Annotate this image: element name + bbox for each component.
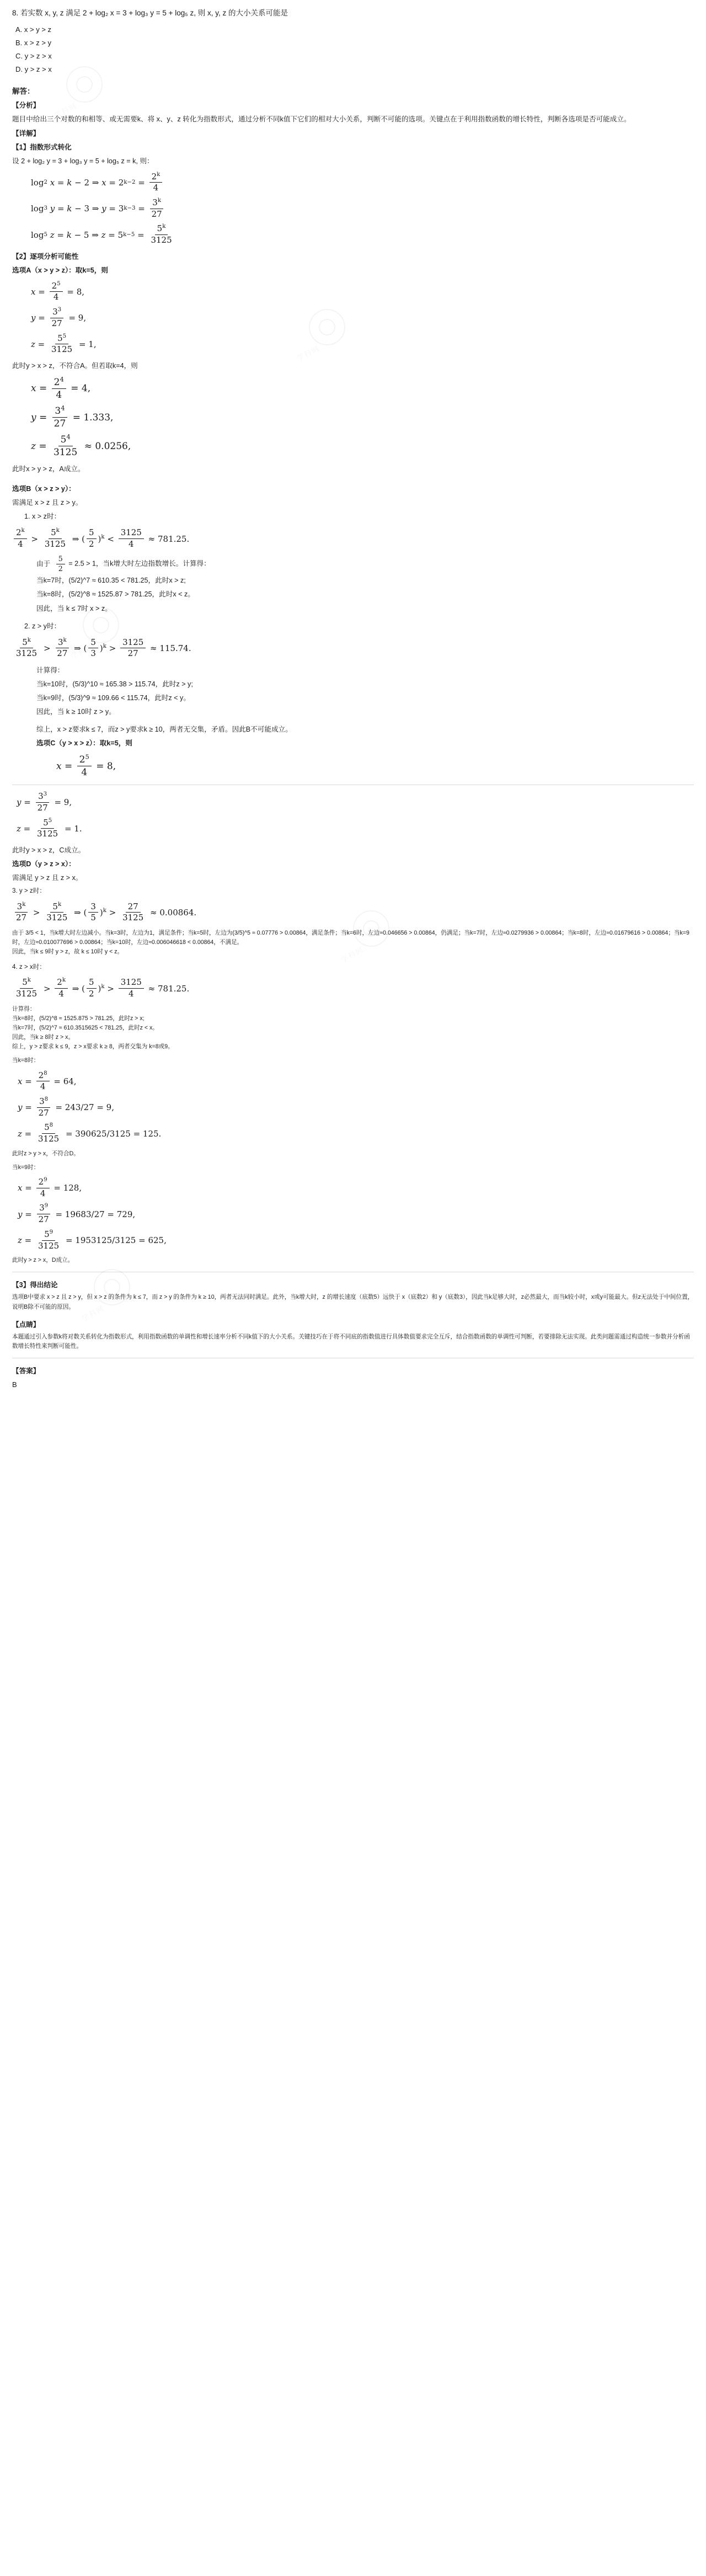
optionA2-eq-z: z = $\frac{5^4}{3125}$ ≈ 0.0256, [31, 433, 131, 458]
conclusion-heading: 【3】得出结论 [12, 1281, 58, 1289]
optionC-eq-z: z = $\frac{5^5}{3125}$ = 1. [17, 817, 82, 839]
option-a[interactable]: A. x > y > z [15, 25, 52, 34]
optionB-case2-l1: 计算得： [36, 666, 65, 674]
step2-heading: 【2】逐项分析可能性 [12, 252, 79, 260]
optionC-eq-x: x = $\frac{2^5}{4}$ = 8, [56, 753, 116, 778]
optionB-case2-l3: 当k=9时，(5/3)^9 ≈ 109.66 < 115.74，此时z < y。 [36, 694, 190, 702]
question-number: 8. [12, 9, 19, 17]
equation-x: log 2 x = k − 2 ⇒ x = 2 k−2 = $\frac{2^k}{4}$ [31, 172, 694, 193]
optionB-need: 需满足 x > z 且 z > y。 [12, 499, 83, 507]
step1-intro: 设 2 + log₂ y = 3 + log₃ y = 5 + log₅ z = k, 则： [12, 157, 154, 165]
optionA-equations [31, 281, 694, 355]
optionB-summary: 综上，x > z要求k ≤ 7，而z > y要求k ≥ 10，两者无交集，矛盾。因此B不可能成立。 [36, 726, 292, 734]
optionD-k8-note: 此时z > y > x，不符合D。 [12, 1150, 79, 1157]
optionD-k8-head: 当k=8时： [12, 1057, 40, 1064]
option-b[interactable]: B. x > z > y [15, 39, 52, 47]
analysis-heading: 【分析】 [12, 102, 40, 110]
optionD-k9-head: 当k=9时： [12, 1164, 40, 1171]
optionB-case2-head: 2. z > y时： [24, 622, 61, 630]
optionD-need: 需满足 y > z 且 z > x。 [12, 874, 83, 882]
step1-equations [31, 172, 694, 246]
question-options [13, 23, 694, 76]
equation-z: log 5 z = k − 5 ⇒ z = 5 k−5 = $\frac{5^k}{3125}$ [31, 223, 172, 246]
optionB-case1-l3: 当k=8时，(5/2)^8 ≈ 1525.87 > 781.25，此时x < z。 [36, 590, 195, 599]
optionD-k9-equations [18, 1177, 694, 1251]
optionB-case1-head: 1. x > z时： [24, 513, 61, 521]
optionD-case4-eq: $\frac{5^k}{3125}$ > $\frac{2^k}{4}$ ⇒ ( $\frac{5}{2}$ )$^k$ > $\frac{3125}{4}$ ≈ 781.25. [16, 977, 190, 999]
optionD-k9-eq-y: y = $\frac{3^9}{27}$ = 19683/27 = 729, [18, 1203, 136, 1225]
optionA-equations-2 [31, 377, 694, 458]
question-stem [12, 8, 694, 19]
optionD-case3-head: 3. y > z时： [12, 887, 46, 895]
optionD-k9-note: 此时y > z > x，D成立。 [12, 1257, 74, 1264]
optionD-case4-l3: 当k=7时，(5/2)^7 ≈ 610.3515625 < 781.25，此时z < x。 [12, 1025, 158, 1031]
step1-heading: 【1】指数形式转化 [12, 143, 72, 151]
optionC-note: 此时y > x > z，C成立。 [12, 846, 85, 854]
optionC-equations-rest [17, 792, 694, 839]
optionD-k8-equations [18, 1071, 694, 1144]
final-answer: B [12, 1380, 17, 1389]
optionA-title: 选项A（x > y > z）：取k=5，则 [12, 266, 108, 274]
answer-heading: 解答： [12, 87, 35, 96]
optionD-case4-l2: 当k=8时，(5/2)^8 ≈ 1525.875 > 781.25，此时z > x; [12, 1015, 145, 1022]
optionB-case2-eq: $\frac{5^k}{3125}$ > $\frac{3^k}{27}$ ⇒ ( $\frac{5}{3}$ )$^k$ > $\frac{3125}{27}$ ≈ 115.74. [16, 637, 191, 659]
optionC-eq-y: y = $\frac{3^3}{27}$ = 9, [17, 791, 72, 813]
question-text: 若实数 x, y, z 满足 2 + log₂ x = 3 + log₃ y = 5 + log₅ z, 则 x, y, z 的大小关系可能是 [20, 9, 288, 17]
optionD-title: 选项D（y > z > x）： [12, 860, 76, 868]
optionD-case3-l1: 由于 3/5 < 1，当k增大时左边减小。当k=3时，左边为1，满足条件；当k=5时，左边为(3/5)^5 ≈ 0.07776 > 0.00864，满足条件；当k=6时，左边≈0.046656 > 0.00864，仍满足；当k=7时，左边≈0.0279936 > 0.00864；当k=8时，左边≈0.01679616 > 0.00864；当k=9时，左边≈0.010077696 > 0.00864；当k=10时，左边≈0.006046618 < 0.00864，不满足。 [12, 930, 689, 946]
analysis-text: 题目中给出三个对数的和相等、或无需要k、将 x、y、z 转化为指数形式，通过分析不同k值下它们的相对大小关系，判断不可能的选项。关键点在于利用指数函数的增长特性，判断各选项是否可能成立。 [12, 115, 631, 124]
optionA-eq-y: y = $\frac{3^3}{27}$ = 9, [31, 307, 87, 328]
optionA-eq-x: x = $\frac{2^5}{4}$ = 8, [31, 280, 85, 302]
optionD-case4-head: 4. z > x时： [12, 963, 46, 970]
optionB-title: 选项B（x > z > y）： [12, 485, 76, 493]
optionD-k9-eq-x: x = $\frac{2^9}{4}$ = 128, [18, 1177, 82, 1198]
optionC-title: 选项C（y > x > z）：取k=5，则 [36, 739, 132, 748]
optionA-note-2: 此时x > y > z，A成立。 [12, 465, 85, 473]
equation-y: log 3 y = k − 3 ⇒ y = 3 k−3 = $\frac{3^k}{27}$ [31, 198, 694, 219]
optionD-k8-eq-y: y = $\frac{3^8}{27}$ = 243/27 = 9, [18, 1096, 114, 1118]
optionB-case1-l4: 因此，当 k ≤ 7时 x > z。 [36, 604, 112, 612]
conclusion-text: 选项B中要求 x > z 且 z > y，但 x > z 的条件为 k ≤ 7，而 z > y 的条件为 k ≥ 10，两者无法同时满足。此外，当k增大时，z 的增长速度（底数5）远快于 x（底数2）和 y（底数3），因此当k足够大时，z必然最大，而当k较小时，x或y可能最大。但z无法处于中间位置，说明B除不可能的原因。 [12, 1294, 694, 1310]
optionD-case4-l1: 计算得： [12, 1005, 36, 1012]
optionB-case1-l2: 当k=7时，(5/2)^7 ≈ 610.35 < 781.25，此时x > z; [36, 577, 186, 585]
optionD-case3-l2: 因此，当k ≤ 9时 y > z，故 k ≤ 10时 y < z。 [12, 948, 124, 956]
optionB-case1-eq: $\frac{2^k}{4}$ > $\frac{5^k}{3125}$ ⇒ ( $\frac{5}{2}$ )$^k$ < $\frac{3125}{4}$ ≈ 781.25. [12, 528, 694, 549]
option-d[interactable]: D. y > z > x [15, 65, 52, 74]
optionA-note: 此时y > x > z，不符合A。但若取k=4，则 [12, 361, 138, 370]
optionD-case4-l4: 因此，当k ≥ 8时 z > x。 [12, 1034, 74, 1041]
option-c[interactable]: C. y > z > x [15, 52, 52, 61]
detail-heading: 【详解】 [12, 129, 40, 137]
optionC-equations-top [56, 754, 694, 778]
optionB-case2-l2: 当k=10时，(5/3)^10 ≈ 165.38 > 115.74，此时z > y; [36, 680, 193, 688]
optionA2-eq-y: y = $\frac{3^4}{27}$ = 1.333, [31, 404, 114, 430]
optionD-k8-eq-x: x = $\frac{2^8}{4}$ = 64, [18, 1070, 77, 1092]
optionB-case2-l4: 因此，当 k ≥ 10时 z > y。 [36, 708, 116, 716]
optionA2-eq-x: x = $\frac{2^4}{4}$ = 4, [31, 375, 91, 401]
pedagogy-heading: 【点睛】 [12, 1320, 40, 1329]
pedagogy-text: 本题通过引入参数k将对数关系转化为指数形式，利用指数函数的单调性和增长速率分析不同k值下的大小关系。关键技巧在于将不同底的指数值进行具体数值要求完全互斥，结合指数函数的单调性可判断，若要排除无法实现。此类问题需通过构造统一参数并分析函数增长特性来判断可能性。 [12, 1333, 690, 1350]
optionD-k9-eq-z: z = $\frac{5^9}{3125}$ = 1953125/3125 = 625, [18, 1229, 167, 1251]
optionB-case1-l1: 由于 $\frac{5}{2}$ = 2.5 > 1，当k增大时左边指数增长。计算得： [36, 554, 211, 573]
final-heading: 【答案】 [12, 1367, 40, 1375]
optionD-case4-l5: 综上，y > z要求 k ≤ 9，z > x要求 k ≥ 8，两者交集为 k=8或9。 [12, 1043, 174, 1050]
optionA-eq-z: z = $\frac{5^5}{3125}$ = 1, [31, 333, 97, 355]
optionD-k8-eq-z: z = $\frac{5^8}{3125}$ = 390625/3125 = 125. [18, 1122, 162, 1144]
optionD-case3-eq: $\frac{3^k}{27}$ > $\frac{5^k}{3125}$ ⇒ ( $\frac{3}{5}$ )$^k$ > $\frac{27}{3125}$ ≈ 0.00864. [12, 902, 694, 923]
